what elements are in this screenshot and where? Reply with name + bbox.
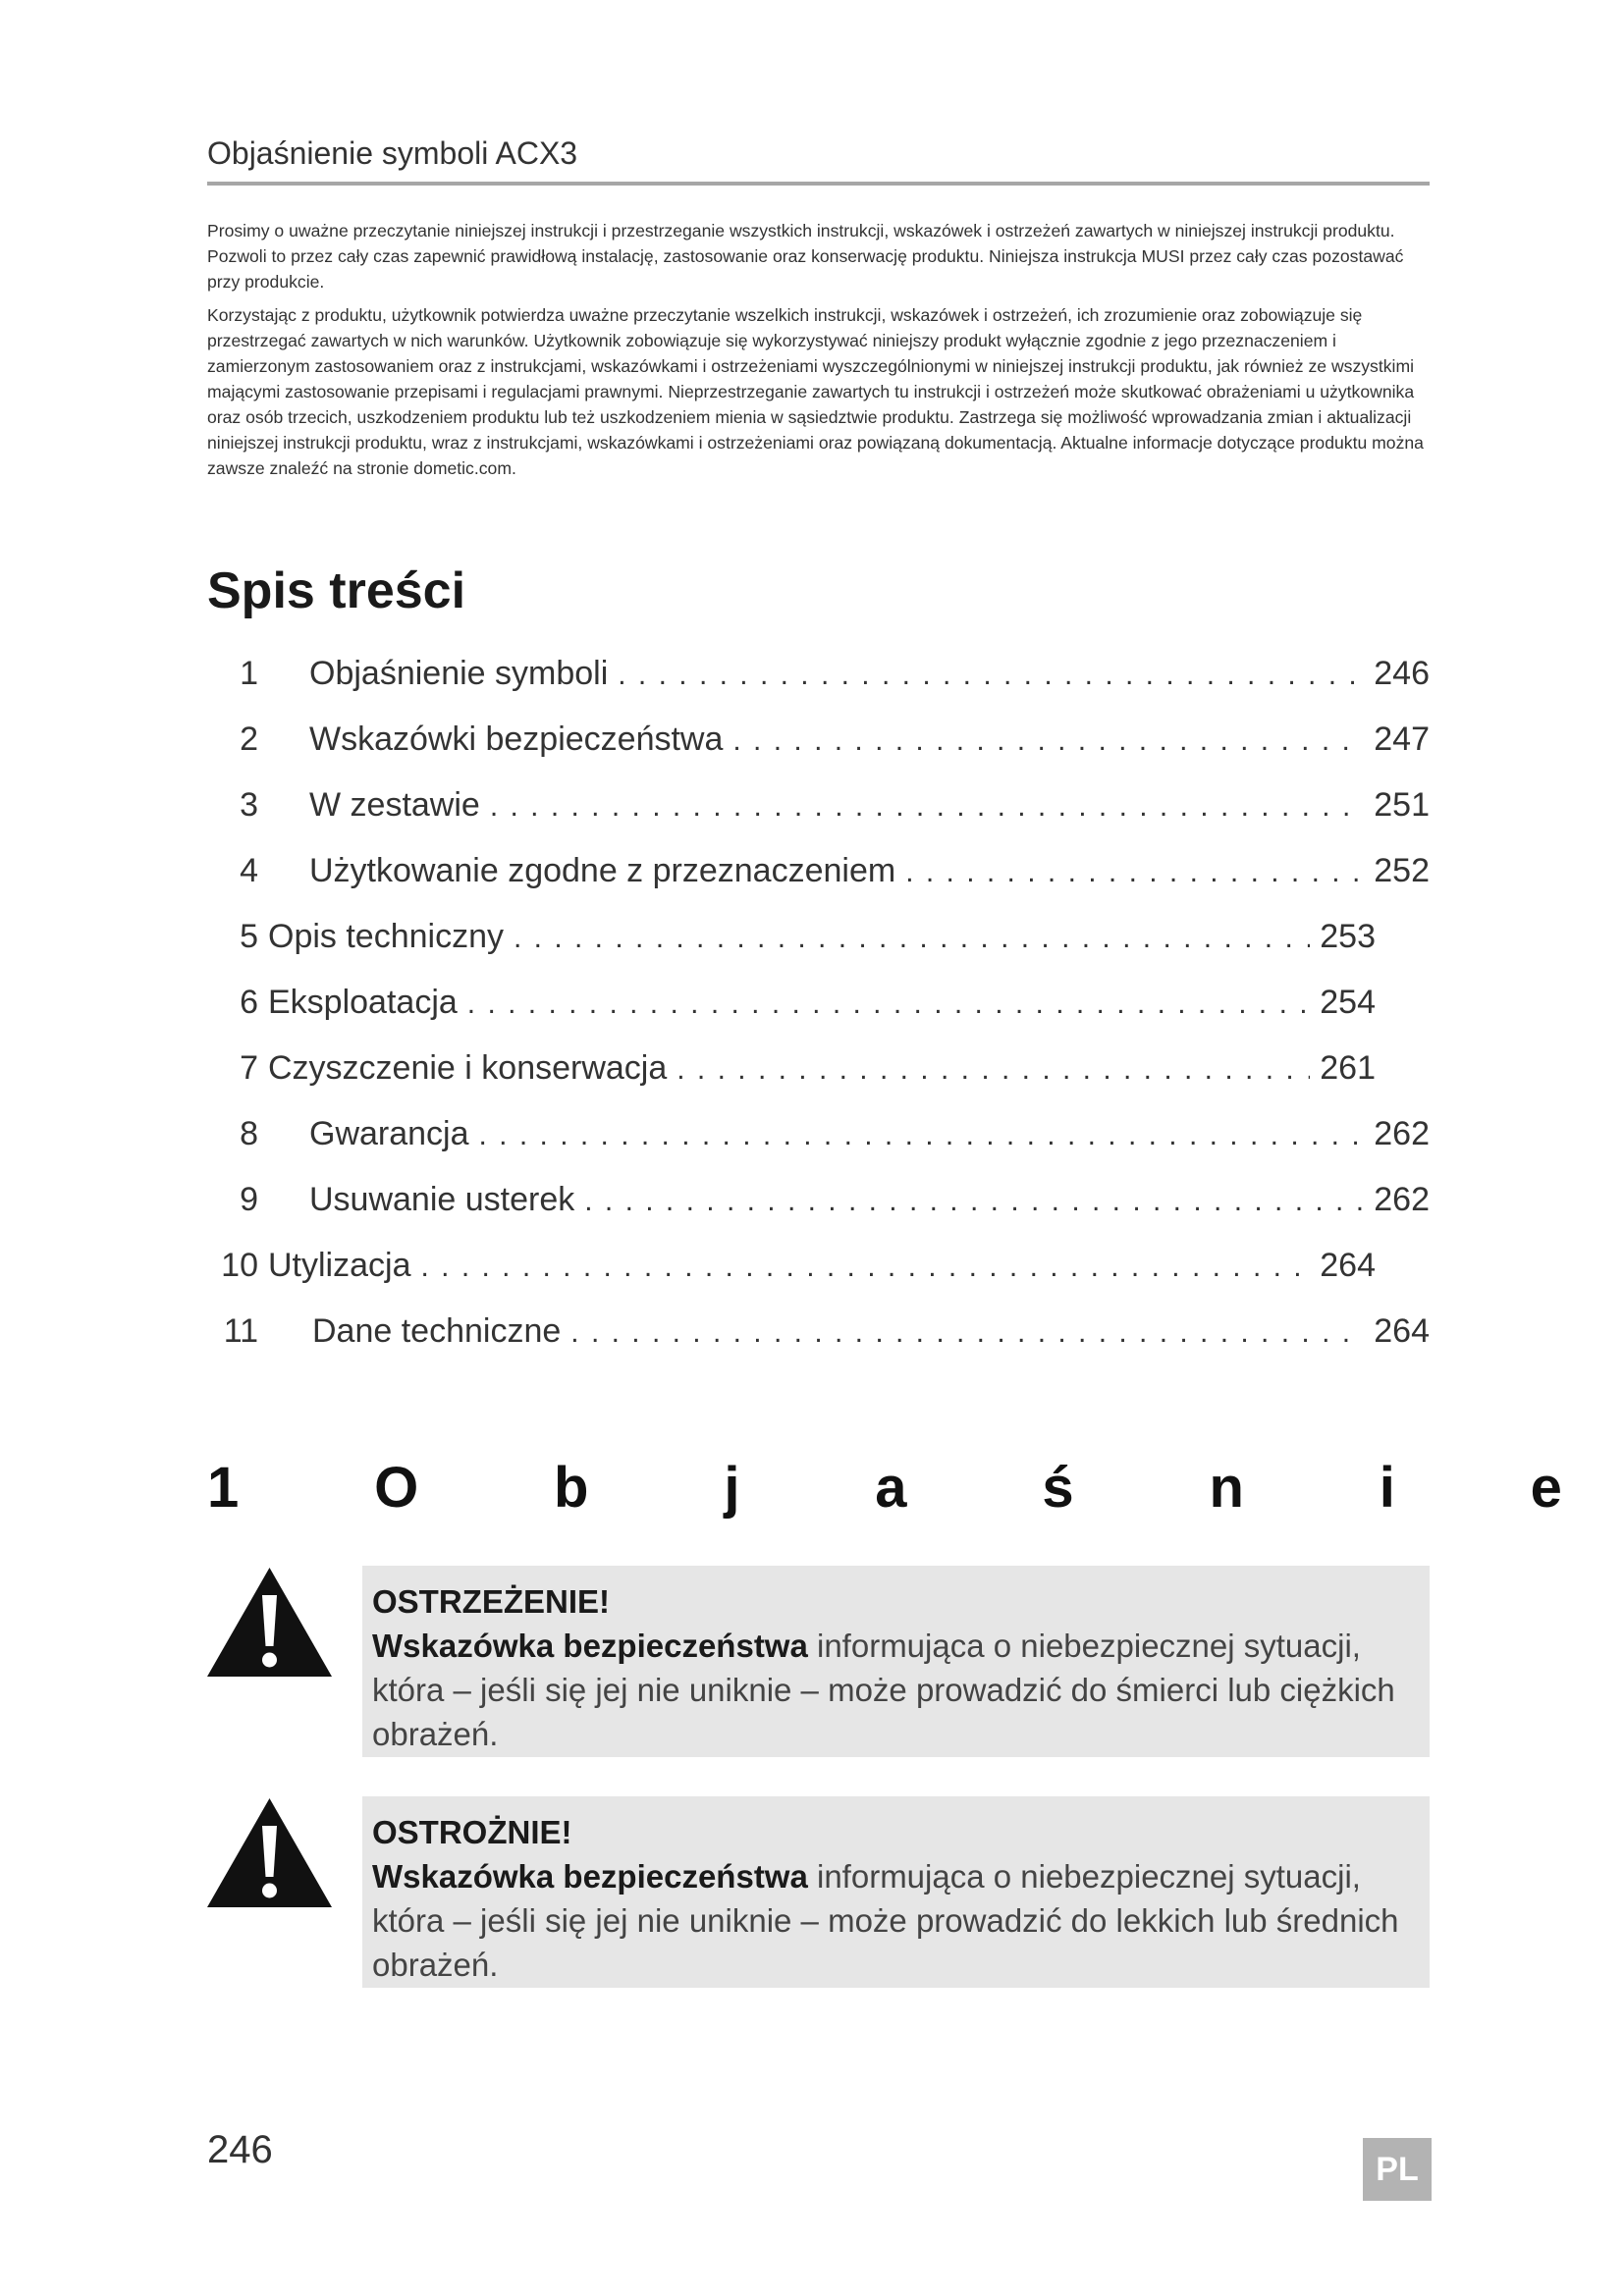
section-heading-char: 1 <box>207 1456 240 1520</box>
toc-entry-number: 11 <box>223 1312 258 1350</box>
toc-entry-page: 262 <box>1374 1115 1430 1152</box>
toc-leader-dots <box>618 659 1364 692</box>
toc-entry-page: 254 <box>1320 984 1376 1021</box>
toc-entry[interactable] <box>207 786 1430 829</box>
toc-leader-dots <box>514 922 1310 955</box>
warning-signal-word: OSTRZEŻENIE! <box>372 1583 611 1620</box>
toc-leader-dots <box>479 1119 1365 1152</box>
toc-leader-dots <box>420 1251 1310 1284</box>
toc-entry-label: Eksploatacja <box>268 984 458 1021</box>
toc-entry[interactable] <box>207 1049 1376 1093</box>
toc-entry-label: Utylizacja <box>268 1247 411 1284</box>
toc-entry[interactable] <box>207 1181 1430 1224</box>
warning-lead: Wskazówka bezpieczeństwa <box>372 1628 808 1664</box>
toc-leader-dots <box>570 1316 1364 1350</box>
section-heading-char: e <box>1530 1456 1562 1520</box>
toc-entry-label: Wskazówki bezpieczeństwa <box>309 721 724 758</box>
toc-entry-label: W zestawie <box>309 786 480 824</box>
toc-entry-page: 246 <box>1374 655 1430 692</box>
toc-entry-label: Objaśnienie symboli <box>309 655 609 692</box>
toc-entry-label: Opis techniczny <box>268 918 504 955</box>
toc-entry-label: Dane techniczne <box>312 1312 562 1350</box>
toc-entry[interactable] <box>207 1115 1430 1158</box>
caution-lead: Wskazówka bezpieczeństwa <box>372 1858 808 1895</box>
toc-entry-page: 262 <box>1374 1181 1430 1218</box>
toc-entry[interactable] <box>207 918 1376 961</box>
header-title: Objaśnienie symboli ACX3 <box>207 135 578 171</box>
page-number: 246 <box>207 2128 273 2171</box>
toc-entry-label: Użytkowanie zgodne z przeznaczeniem <box>309 852 896 889</box>
toc-entry-page: 247 <box>1374 721 1430 758</box>
caution-note <box>362 1796 1430 1988</box>
toc-entry-number: 6 <box>240 984 258 1021</box>
section-heading-char: i <box>1379 1456 1395 1520</box>
toc-entry-label: Czyszczenie i konserwacja <box>268 1049 668 1087</box>
toc-leader-dots <box>467 988 1310 1021</box>
toc-leader-dots <box>584 1185 1364 1218</box>
toc-leader-dots <box>490 790 1364 824</box>
toc-entry[interactable] <box>207 1247 1376 1290</box>
warning-triangle-icon <box>205 1566 334 1679</box>
section-heading <box>207 1455 1562 1521</box>
toc-entry-number: 10 <box>221 1247 258 1284</box>
section-heading-char: ś <box>1042 1456 1074 1520</box>
toc-entry-page: 264 <box>1320 1247 1376 1284</box>
toc-entry-page: 261 <box>1320 1049 1376 1087</box>
toc-entry-page: 264 <box>1374 1312 1430 1350</box>
toc-entry-number: 5 <box>240 918 258 955</box>
caution-text: informująca o niebezpiecznej sytuacji, która – jeśli się jej nie uniknie – może prowadzić do lekkich lub średnich obrażeń. <box>372 1858 1399 1983</box>
toc-entry-page: 253 <box>1320 918 1376 955</box>
intro-paragraph: Korzystając z produktu, użytkownik potwierdza uważne przeczytanie wszelkich instrukcji, wskazówek i ostrzeżeń, ich zrozumienie oraz zobowiązuje się przestrzegać zawartych w nich warunków. Użytkownik zobowiązuje się wykorzystywać niniejszy produkt wyłącznie zgodnie z jego przeznaczeniem i zamierzonym zastosowaniem oraz z instrukcjami, wskazówkami i ostrzeżeniami wyszczególnionymi w niniejszej instrukcji produktu, jak również ze wszystkimi mającymi zastosowanie przepisami i regulacjami prawnymi. Nieprzestrzeganie zawartych tu instrukcji i ostrzeżeń może skutkować obrażeniami u użytkownika oraz osób trzecich, uszkodzeniem produktu lub też uszkodzeniem mienia w sąsiedztwie produktu. Zastrzega się możliwość wprowadzania zmian i aktualizacji niniejszej instrukcji produktu, wraz z instrukcjami, wskazówkami i ostrzeżeniami oraz powiązaną dokumentacją. Aktualne informacje dotyczące produktu można zawsze znaleźć na stronie dometic.com. <box>207 305 1424 478</box>
toc-leader-dots <box>677 1053 1310 1087</box>
toc-entry-label: Gwarancja <box>309 1115 469 1152</box>
warning-triangle-icon <box>205 1796 334 1909</box>
toc-entry-number: 3 <box>240 786 258 824</box>
toc-entry-label: Usuwanie usterek <box>309 1181 575 1218</box>
header-rule <box>207 182 1430 186</box>
section-heading-char: O <box>374 1456 419 1520</box>
toc-leader-dots <box>905 856 1364 889</box>
toc-entry[interactable] <box>207 984 1376 1027</box>
toc-entry[interactable] <box>207 1312 1430 1356</box>
toc-entry-number: 4 <box>240 852 258 889</box>
intro-text <box>207 218 1430 489</box>
toc-entry[interactable] <box>207 852 1430 895</box>
section-heading-char: a <box>875 1456 907 1520</box>
toc-entry-number: 1 <box>240 655 258 692</box>
intro-paragraph: Prosimy o uważne przeczytanie niniejszej instrukcji i przestrzeganie wszystkich instrukcji, wskazówek i ostrzeżeń zawartych w niniejszej instrukcji produktu. Pozwoli to przez cały czas zapewnić prawidłową instalację, zastosowanie oraz konserwację produktu. Niniejsza instrukcja MUSI przez cały czas pozostawać przy produkcie. <box>207 221 1404 292</box>
toc-entry-number: 9 <box>240 1181 258 1218</box>
section-heading-char: b <box>554 1456 589 1520</box>
warning-text: informująca o niebezpiecznej sytuacji, która – jeśli się jej nie uniknie – może prowadzić do śmierci lub ciężkich obrażeń. <box>372 1628 1395 1752</box>
toc-entry-page: 252 <box>1374 852 1430 889</box>
toc-entry[interactable] <box>207 721 1430 764</box>
caution-signal-word: OSTROŻNIE! <box>372 1814 572 1850</box>
toc-entry-number: 8 <box>240 1115 258 1152</box>
section-heading-char: n <box>1209 1456 1244 1520</box>
toc-entry-page: 251 <box>1374 786 1430 824</box>
warning-note <box>362 1566 1430 1757</box>
section-heading-char: j <box>724 1456 740 1520</box>
toc-entry-number: 7 <box>240 1049 258 1087</box>
language-badge: PL <box>1363 2138 1432 2201</box>
toc-entry[interactable] <box>207 655 1430 698</box>
toc-title: Spis treści <box>207 562 466 619</box>
toc-entry-number: 2 <box>240 721 258 758</box>
toc-leader-dots <box>732 724 1364 758</box>
